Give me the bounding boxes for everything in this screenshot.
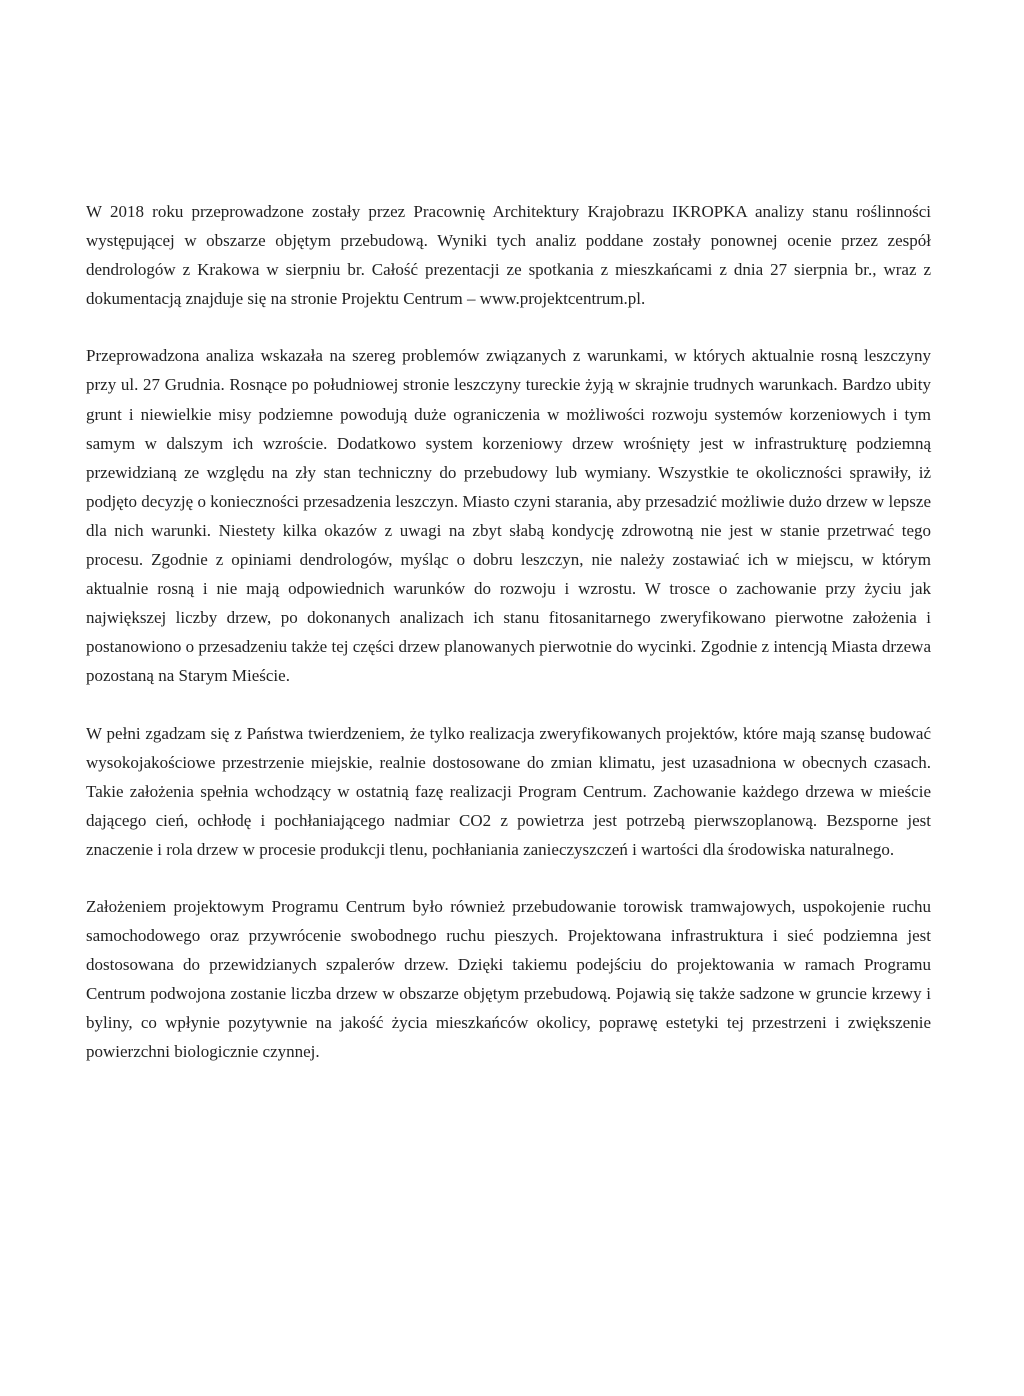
paragraph-4: Założeniem projektowym Programu Centrum było również przebudowanie torowisk tramwajowych, uspokojenie ruchu samochodowego oraz przywrócenie swobodnego ruchu pieszych. Projektowana infrastruktura i sieć podziemna jest dostosowana do przewidzianych szpalerów drzew. Dzięki takiemu podejściu do projektowania w ramach Programu Centrum podwojona zostanie liczba drzew w obszarze objętym przebudową. Pojawią się także sadzone w gruncie krzewy i byliny, co wpłynie pozytywnie na jakość życia mieszkańców okolicy, poprawę estetyki tej przestrzeni i zwiększenie powierzchni biologicznie czynnej. — [86, 896, 931, 1062]
paragraph-2: Przeprowadzona analiza wskazała na szereg problemów związanych z warunkami, w których aktualnie rosną leszczyny przy ul. 27 Grudnia. Rosnące po południowej stronie leszczyny tureckie żyją w skrajnie trudnych warunkach. Bardzo ubity grunt i niewielkie misy podziemne powodują duże ograniczenia w możliwości rozwoju systemów korzeniowych i tym samym w dalszym ich wzroście. Dodatkowo system korzeniowy drzew wrośnięty jest w infrastrukturę podziemną przewidzianą ze względu na zły stan techniczny do przebudowy lub wymiany. Wszystkie te okoliczności sprawiły, iż podjęto decyzję o konieczności przesadzenia leszczyn. Miasto czyni starania, aby przesadzić możliwie dużo drzew w lepsze dla nich warunki. Niestety kilka okazów z uwagi na zbyt słabą kondycję zdrowotną nie jest w stanie przetrwać tego procesu. Zgodnie z opiniami dendrologów, myśląc o dobru leszczyn, nie należy zostawiać ich w miejscu, w którym aktualnie rosną i nie mają odpowiednich warunków do rozwoju i wzrostu. W trosce o zachowanie przy życiu jak największej liczby drzew, po dokonanych analizach ich stanu fitosanitarnego zweryfikowano pierwotne założenia i postanowiono o przesadzeniu także tej części drzew planowanych pierwotnie do wycinki. Zgodnie z intencją Miasta drzewa pozostaną na Starym Mieście. — [86, 346, 931, 686]
document-body — [86, 197, 931, 1067]
paragraph-3: W pełni zgadzam się z Państwa twierdzeniem, że tylko realizacja zweryfikowanych projektów, które mają szansę budować wysokojakościowe przestrzenie miejskie, realnie dostosowane do zmian klimatu, jest uzasadniona w obecnych czasach. Takie założenia spełnia wchodzący w ostatnią fazę realizacji Program Centrum. Zachowanie każdego drzewa w mieście dającego cień, ochłodę i pochłaniającego nadmiar CO2 z powietrza jest potrzebą pierwszoplanową. Bezsporne jest znaczenie i rola drzew w procesie produkcji tlenu, pochłaniania zanieczyszczeń i wartości dla środowiska naturalnego. — [86, 723, 931, 859]
paragraph-1: W 2018 roku przeprowadzone zostały przez Pracownię Architektury Krajobrazu IKROPKA analizy stanu roślinności występującej w obszarze objętym przebudową. Wyniki tych analiz poddane zostały ponownej ocenie przez zespół dendrologów z Krakowa w sierpniu br. Całość prezentacji ze spotkania z mieszkańcami z dnia 27 sierpnia br., wraz z dokumentacją znajduje się na stronie Projektu Centrum – www.projektcentrum.pl. — [86, 202, 931, 309]
